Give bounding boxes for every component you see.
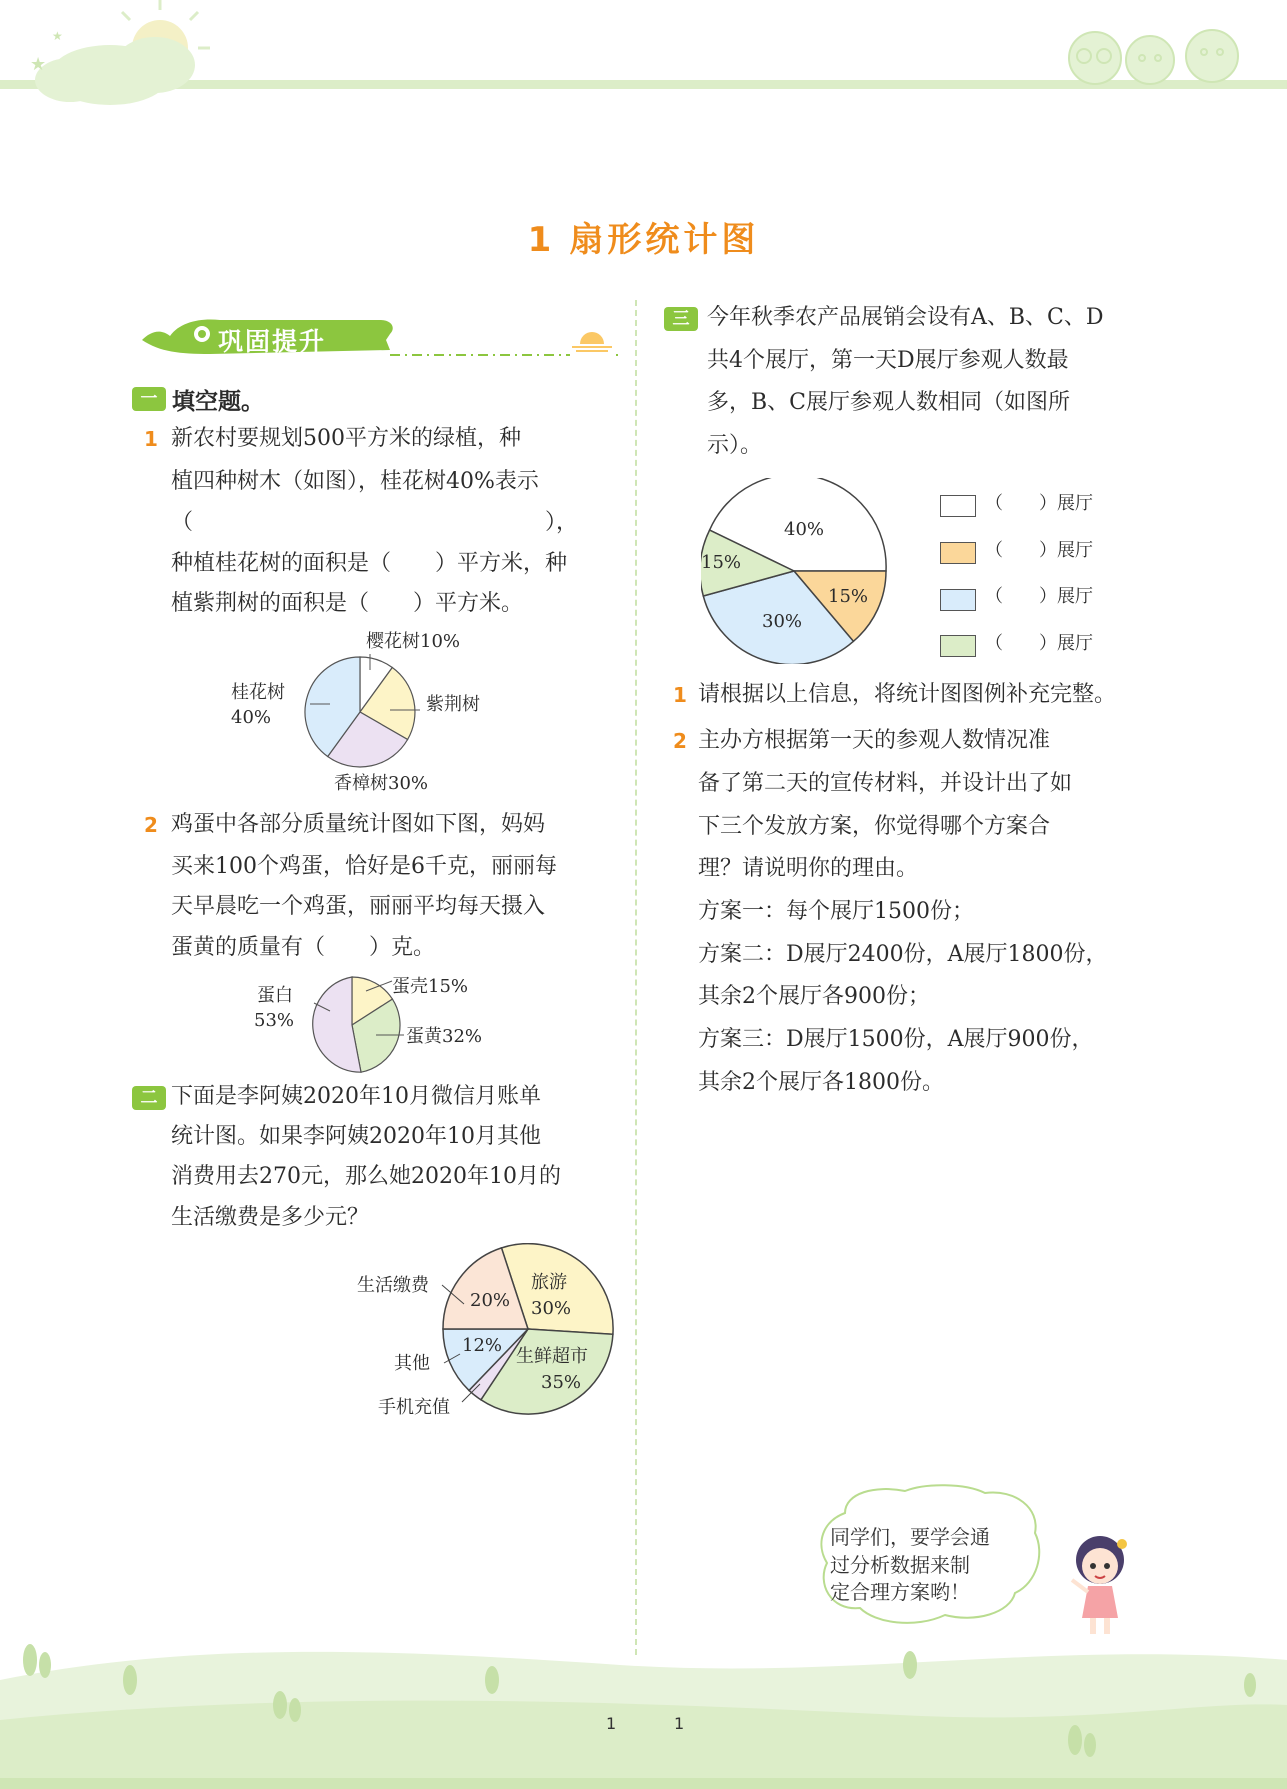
label-egg-white-pct: 53% <box>254 1010 295 1031</box>
section-label: 巩固提升 <box>218 327 327 356</box>
part2-line: 统计图。如果李阿姨2020年10月其他 <box>171 1124 541 1149</box>
title-number: 1 <box>527 220 556 260</box>
label-osmanthus: 桂花树 <box>231 682 285 703</box>
sun-cloud-decoration <box>30 0 210 105</box>
title-text: 扇形统计图 <box>569 220 760 260</box>
label-osmanthus-pct: 40% <box>231 707 272 728</box>
q2-line: 天早晨吃一个鸡蛋，丽丽平均每天摄入 <box>171 894 546 919</box>
label-hall-15b: 15% <box>828 586 869 607</box>
svg-text:★: ★ <box>30 54 47 75</box>
label-fresh: 生鲜超市 <box>516 1346 588 1367</box>
label-hall-40: 40% <box>784 519 825 540</box>
label-travel: 旅游 <box>531 1272 567 1293</box>
q1-line: （ ）， <box>171 510 579 535</box>
part3-badge: 三 <box>664 307 698 331</box>
girl-illustration <box>1060 1530 1140 1640</box>
label-travel-pct: 30% <box>531 1298 572 1319</box>
q1-line: 新农村要规划500平方米的绿植，种 <box>171 426 521 451</box>
label-egg-shell: 蛋壳15% <box>392 976 469 997</box>
part3-q2-line: 下三个发放方案，你觉得哪个方案合 <box>698 814 1051 839</box>
part3-line: 今年秋季农产品展销会设有A、B、C、D <box>707 305 1104 330</box>
bubble-line: 同学们，要学会通 <box>830 1525 990 1549</box>
part3-q2-line: 方案一：每个展厅1500份； <box>698 899 974 924</box>
legend-swatch-3 <box>940 589 976 611</box>
q1-number: 1 <box>144 427 158 451</box>
legend-swatch-1 <box>940 495 976 517</box>
page-number-left: 1 <box>606 1714 617 1733</box>
label-phone: 手机充值 <box>378 1397 450 1418</box>
page-title <box>0 212 1287 261</box>
label-camphor: 香樟树30% <box>334 773 429 794</box>
part3-q2-line: 备了第二天的宣传材料，并设计出了如 <box>698 771 1073 796</box>
part3-q2-line: 其余2个展厅各1800份。 <box>698 1070 944 1095</box>
page-number-right: 1 <box>674 1714 685 1733</box>
egg-pie-chart <box>300 973 404 1077</box>
part3-line: 共4个展厅，第一天D展厅参观人数最 <box>707 348 1069 373</box>
legend-label-3: （ ）展厅 <box>985 586 1093 607</box>
q1-line: 植紫荆树的面积是（ ）平方米。 <box>171 591 524 616</box>
q2-number: 2 <box>144 813 158 837</box>
part3-q2-number: 2 <box>673 729 687 753</box>
q2-line: 蛋黄的质量有（ ）克。 <box>171 935 436 960</box>
part3-q2-line: 主办方根据第一天的参观人数情况准 <box>698 728 1051 753</box>
q1-line: 种植桂花树的面积是（ ）平方米，种 <box>171 551 568 576</box>
legend-swatch-2 <box>940 542 976 564</box>
tree-pie-chart <box>300 652 420 772</box>
q2-line: 鸡蛋中各部分质量统计图如下图，妈妈 <box>171 812 546 837</box>
part2-line: 生活缴费是多少元？ <box>171 1205 370 1230</box>
legend-label-4: （ ）展厅 <box>985 633 1093 654</box>
bubble-line: 定合理方案哟！ <box>830 1580 970 1604</box>
q1-line: 植四种树木（如图），桂花树40%表示 <box>171 469 539 494</box>
label-living: 生活缴费 <box>357 1275 429 1296</box>
part2-line: 消费用去270元，那么她2020年10月的 <box>171 1164 561 1189</box>
column-divider <box>635 300 637 1655</box>
animal-faces-decoration <box>1069 30 1238 84</box>
part3-q2-line: 理？请说明你的理由。 <box>698 856 919 881</box>
part3-line: 示）。 <box>707 433 763 458</box>
part2-line: 下面是李阿姨2020年10月微信月账单 <box>171 1084 541 1109</box>
label-fresh-pct: 35% <box>541 1372 582 1393</box>
part1-badge: 一 <box>132 387 166 411</box>
hills-decoration <box>0 1644 1287 1789</box>
label-hall-30: 30% <box>762 611 803 632</box>
part3-q2-line: 其余2个展厅各900份； <box>698 984 930 1009</box>
part1-heading: 填空题。 <box>172 389 264 415</box>
legend-swatch-4 <box>940 635 976 657</box>
label-other-pct: 12% <box>462 1335 503 1356</box>
part3-q2-line: 方案三：D展厅1500份，A展厅900份， <box>698 1027 1094 1052</box>
q2-line: 买来100个鸡蛋，恰好是6千克，丽丽每 <box>171 854 557 879</box>
part3-q1-text: 请根据以上信息，将统计图图例补充完整。 <box>698 682 1117 707</box>
label-other: 其他 <box>394 1353 430 1374</box>
svg-text:★: ★ <box>52 29 63 43</box>
section-banner <box>140 314 620 360</box>
part2-badge: 二 <box>132 1086 166 1110</box>
part3-q2-line: 方案二：D展厅2400份，A展厅1800份， <box>698 942 1108 967</box>
label-sakura: 樱花树10% <box>366 631 461 652</box>
label-egg-white: 蛋白 <box>257 985 293 1006</box>
label-bauhinia: 紫荆树 <box>426 694 480 715</box>
bubble-line: 过分析数据来制 <box>830 1553 970 1577</box>
label-hall-15a: 15% <box>701 552 742 573</box>
legend-label-2: （ ）展厅 <box>985 540 1093 561</box>
part3-q1-number: 1 <box>673 683 687 707</box>
label-living-pct: 20% <box>470 1290 511 1311</box>
label-egg-yolk: 蛋黄32% <box>406 1026 483 1047</box>
legend-label-1: （ ）展厅 <box>985 493 1093 514</box>
part3-line: 多，B、C展厅参观人数相同（如图所 <box>707 390 1071 415</box>
